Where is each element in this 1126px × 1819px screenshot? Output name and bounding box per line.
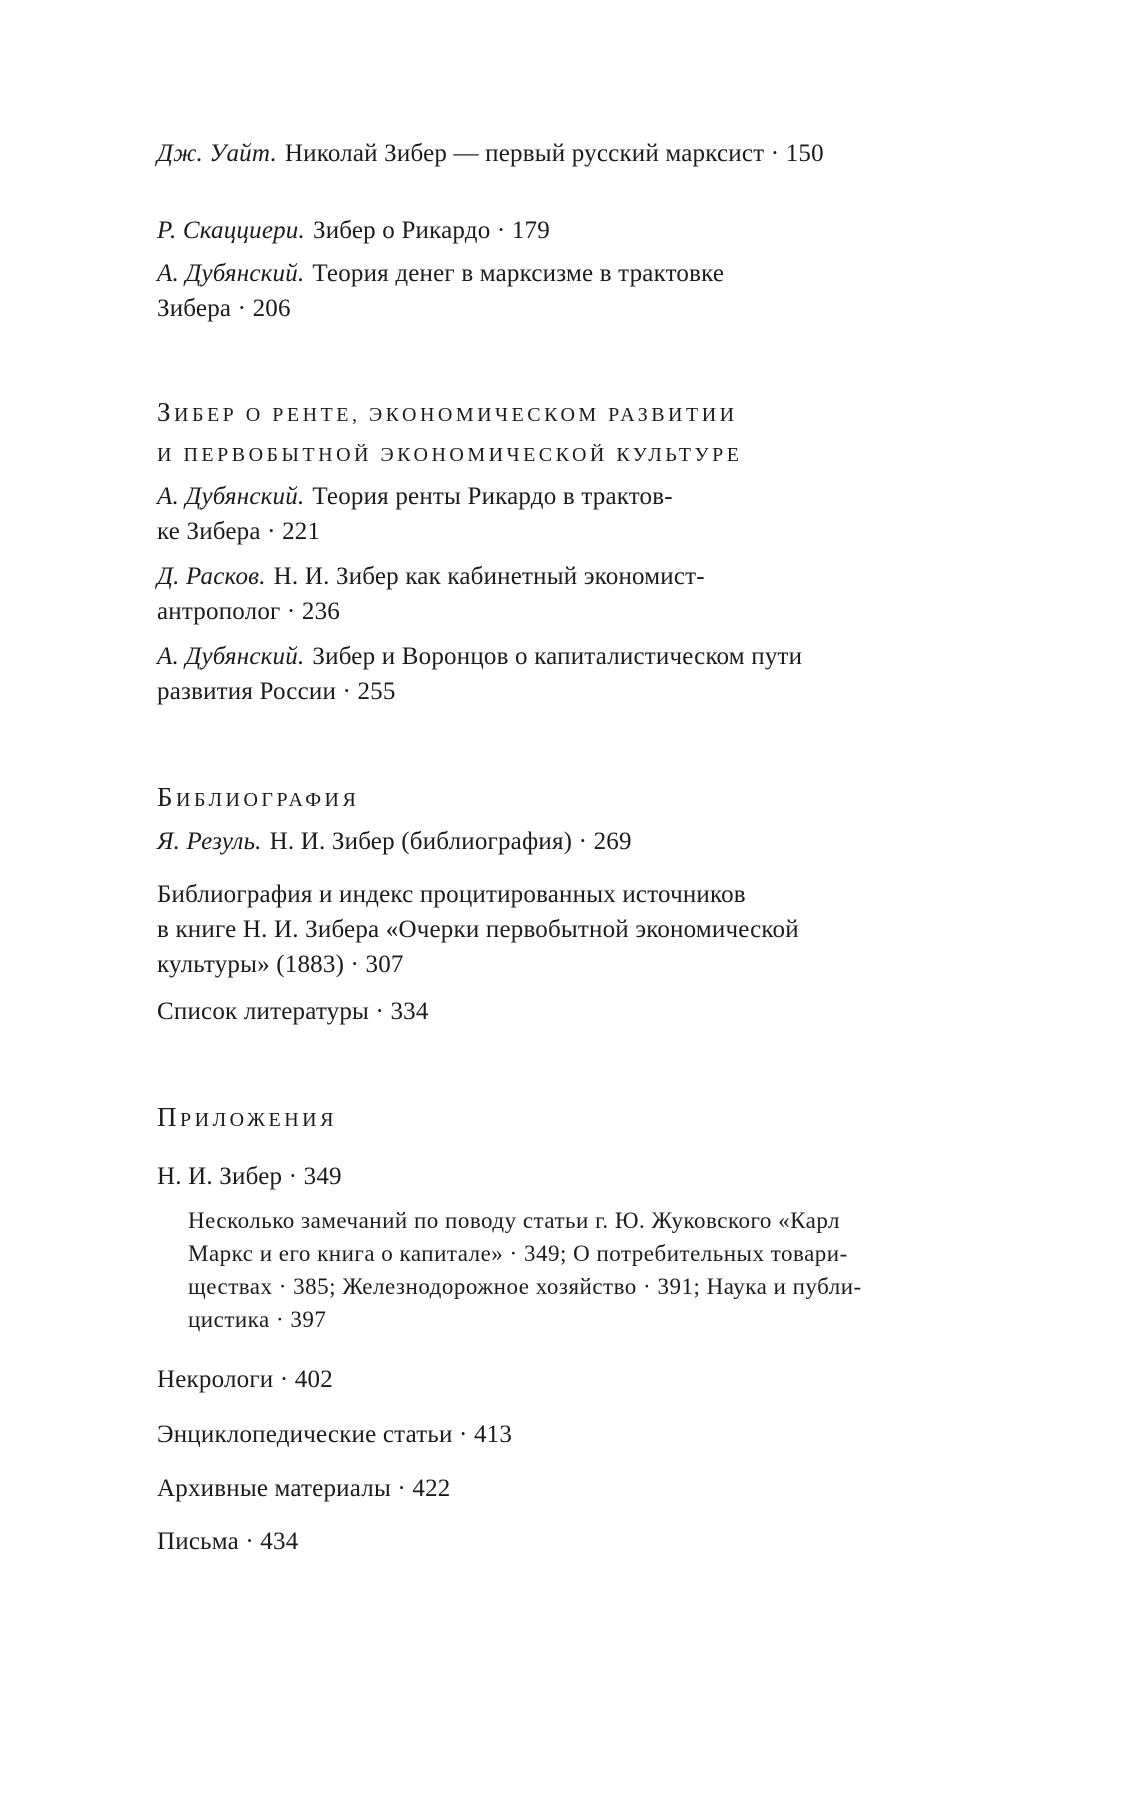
toc-entry bbox=[157, 136, 824, 171]
toc-entry bbox=[157, 559, 705, 629]
toc-entry-line bbox=[157, 639, 802, 674]
toc-entry bbox=[157, 877, 799, 982]
entry-text: Зибер о Рикардо · 179 bbox=[312, 217, 550, 244]
heading-lead-letter: З bbox=[157, 397, 175, 427]
heading-lead-letter: Б bbox=[157, 782, 177, 812]
section-heading bbox=[157, 1097, 337, 1140]
toc-entry-line: Зибера · 206 bbox=[157, 295, 291, 322]
toc-entry bbox=[157, 256, 724, 326]
entry-author: А. Дубянский. bbox=[157, 260, 305, 287]
toc-entry bbox=[157, 639, 802, 709]
toc-entry-line: в книге Н. И. Зибера «Очерки первобытной экономической bbox=[157, 916, 799, 943]
toc-entry bbox=[157, 824, 632, 859]
toc-entry-line: развития России · 255 bbox=[157, 678, 396, 705]
entry-text: Теория денег в марксизме в трактовке bbox=[312, 260, 725, 287]
toc-entry bbox=[157, 994, 429, 1029]
toc-entry-line: культуры» (1883) · 307 bbox=[157, 951, 404, 978]
toc-entry bbox=[157, 1417, 512, 1452]
toc-entry-line bbox=[157, 136, 824, 171]
section-heading bbox=[157, 392, 742, 475]
sub-paragraph-line: Маркс и его книга о капитале» · 349; О потребительных товари- bbox=[188, 1241, 848, 1266]
entry-author: Р. Скацциери. bbox=[157, 217, 305, 244]
toc-entry-line: Некрологи · 402 bbox=[157, 1366, 333, 1393]
toc-entry bbox=[157, 213, 550, 248]
toc-entry-line: ке Зибера · 221 bbox=[157, 518, 321, 545]
toc-sub-paragraph bbox=[188, 1204, 862, 1336]
sub-paragraph-line: Несколько замечаний по поводу статьи г. Ю. Жуковского «Карл bbox=[188, 1208, 841, 1233]
toc-entry-line: Письма · 434 bbox=[157, 1528, 299, 1555]
sub-paragraph-line: ществах · 385; Железнодорожное хозяйство · 391; Наука и публи- bbox=[188, 1274, 862, 1299]
toc-entry bbox=[157, 479, 673, 549]
section-heading-line bbox=[157, 392, 742, 435]
toc-entry bbox=[157, 1471, 450, 1506]
entry-author: Я. Резуль. bbox=[157, 828, 262, 855]
toc-entry-line: Библиография и индекс процитированных источников bbox=[157, 881, 746, 908]
heading-text: РИЛОЖЕНИЯ bbox=[180, 1109, 337, 1131]
entry-author: А. Дубянский. bbox=[157, 483, 305, 510]
toc-entry-line: Список литературы · 334 bbox=[157, 998, 429, 1025]
entry-text: Н. И. Зибер как кабинетный экономист- bbox=[273, 563, 705, 590]
toc-entry bbox=[157, 1159, 342, 1194]
heading-text: ИБЕР О РЕНТЕ, ЭКОНОМИЧЕСКОМ РАЗВИТИИ bbox=[174, 404, 738, 426]
section-heading bbox=[157, 777, 359, 820]
toc-entry bbox=[157, 1524, 298, 1559]
heading-text: ИБЛИОГРАФИЯ bbox=[176, 789, 360, 811]
entry-author: А. Дубянский. bbox=[157, 643, 305, 670]
heading-lead-letter: П bbox=[157, 1102, 180, 1132]
toc-entry-line: Энциклопедические статьи · 413 bbox=[157, 1421, 513, 1448]
sub-paragraph-line: цистика · 397 bbox=[188, 1307, 327, 1332]
toc-entry bbox=[157, 1362, 333, 1397]
toc-entry-line bbox=[157, 479, 673, 514]
toc-entry-line bbox=[157, 824, 632, 859]
entry-text: Теория ренты Рикардо в трактов- bbox=[312, 483, 673, 510]
entry-author: Д. Расков. bbox=[157, 563, 266, 590]
toc-entry-line: антрополог · 236 bbox=[157, 598, 341, 625]
section-heading-line bbox=[157, 1097, 337, 1140]
toc-entry-line: Н. И. Зибер · 349 bbox=[157, 1163, 342, 1190]
entry-text: Николай Зибер — первый русский марксист · 150 bbox=[284, 140, 824, 167]
entry-text: Н. И. Зибер (библиография) · 269 bbox=[269, 828, 632, 855]
toc-entry-line bbox=[157, 256, 724, 291]
section-heading-line: И ПЕРВОБЫТНОЙ ЭКОНОМИЧЕСКОЙ КУЛЬТУРЕ bbox=[157, 444, 743, 466]
toc-entry-line bbox=[157, 559, 705, 594]
section-heading-line bbox=[157, 777, 359, 820]
entry-author: Дж. Уайт. bbox=[157, 140, 277, 167]
toc-entry-line: Архивные материалы · 422 bbox=[157, 1475, 451, 1502]
entry-text: Зибер и Воронцов о капиталистическом пути bbox=[312, 643, 803, 670]
toc-entry-line bbox=[157, 213, 550, 248]
